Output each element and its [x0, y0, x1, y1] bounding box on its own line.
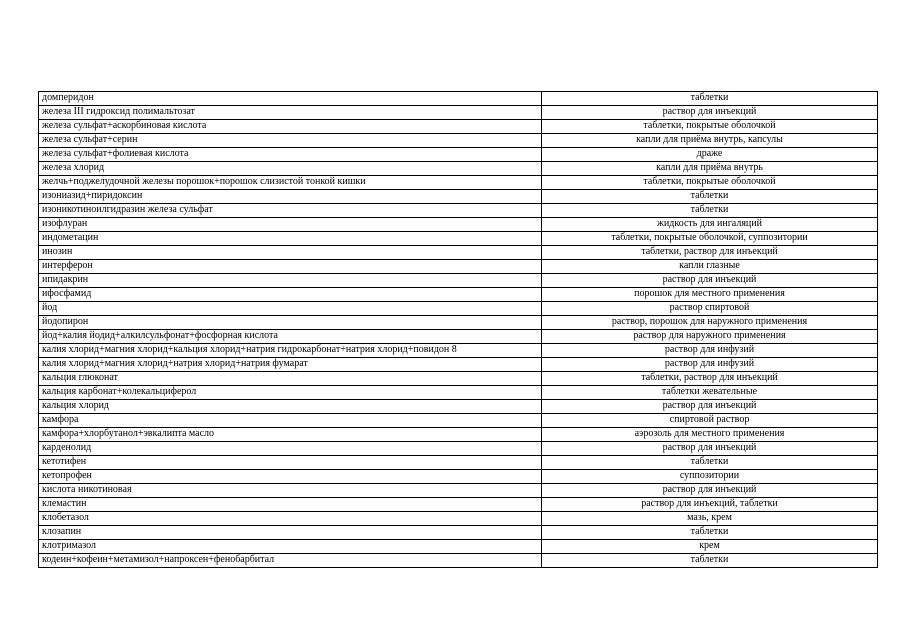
dosage-form-cell: раствор для инфузий [542, 358, 878, 372]
dosage-form-cell: жидкость для ингаляций [542, 218, 878, 232]
dosage-form-cell: раствор для инъекций, таблетки [542, 498, 878, 512]
table-row [39, 400, 878, 414]
drug-name-cell: желчь+поджелудочной железы порошок+порошок слизистой тонкой кишки [39, 176, 542, 190]
drug-name-cell: железа сульфат+фолиевая кислота [39, 148, 542, 162]
dosage-form-cell: таблетки [542, 92, 878, 106]
drug-name-cell: домперидон [39, 92, 542, 106]
drug-name-cell: клотримазол [39, 540, 542, 554]
dosage-form-cell: спиртовой раствор [542, 414, 878, 428]
drug-name-cell: изониазид+пиридоксин [39, 190, 542, 204]
drug-name-cell: калия хлорид+магния хлорид+кальция хлорид+натрия гидрокарбонат+натрия хлорид+повидон 8 [39, 344, 542, 358]
drug-name-cell: йодопирон [39, 316, 542, 330]
drug-name-cell: изофлуран [39, 218, 542, 232]
dosage-form-cell: раствор, порошок для наружного применения [542, 316, 878, 330]
dosage-form-cell: аэрозоль для местного применения [542, 428, 878, 442]
drug-name-cell: ифосфамид [39, 288, 542, 302]
drug-name-cell: камфора+хлорбутанол+эвкалипта масло [39, 428, 542, 442]
dosage-form-cell: порошок для местного применения [542, 288, 878, 302]
dosage-form-cell: таблетки, покрытые оболочкой, суппозитории [542, 232, 878, 246]
table-row [39, 498, 878, 512]
dosage-form-cell: таблетки [542, 204, 878, 218]
drug-name-cell: кальция хлорид [39, 400, 542, 414]
table-row [39, 344, 878, 358]
drug-name-cell: йод+калия йодид+алкилсульфонат+фосфорная кислота [39, 330, 542, 344]
table-row [39, 92, 878, 106]
table-row [39, 106, 878, 120]
dosage-form-cell: таблетки, раствор для инъекций [542, 246, 878, 260]
drug-name-cell: ипидакрин [39, 274, 542, 288]
table-row [39, 442, 878, 456]
drug-name-cell: карденолид [39, 442, 542, 456]
table-row [39, 134, 878, 148]
dosage-form-cell: раствор для инъекций [542, 400, 878, 414]
drug-name-cell: кальция глюконат [39, 372, 542, 386]
table-row [39, 316, 878, 330]
dosage-form-cell: крем [542, 540, 878, 554]
dosage-form-cell: раствор для инфузий [542, 344, 878, 358]
drug-name-cell: кетотифен [39, 456, 542, 470]
drug-name-cell: кодеин+кофеин+метамизол+напроксен+фенобарбитал [39, 554, 542, 568]
dosage-form-cell: мазь, крем [542, 512, 878, 526]
table-row [39, 274, 878, 288]
dosage-form-cell: раствор для наружного применения [542, 330, 878, 344]
dosage-form-cell: драже [542, 148, 878, 162]
drug-name-cell: клозапин [39, 526, 542, 540]
table-row [39, 330, 878, 344]
table-row [39, 372, 878, 386]
dosage-form-cell: таблетки, покрытые оболочкой [542, 120, 878, 134]
dosage-form-cell: таблетки [542, 190, 878, 204]
drug-name-cell: камфора [39, 414, 542, 428]
dosage-form-cell: капли для приёма внутрь, капсулы [542, 134, 878, 148]
table-row [39, 204, 878, 218]
table-row [39, 176, 878, 190]
table-row [39, 190, 878, 204]
table-row [39, 148, 878, 162]
table-row [39, 554, 878, 568]
dosage-form-cell: раствор для инъекций [542, 274, 878, 288]
table-row [39, 302, 878, 316]
table-row [39, 470, 878, 484]
drug-name-cell: инозин [39, 246, 542, 260]
table-row [39, 358, 878, 372]
table-body [39, 92, 878, 568]
drug-name-cell: изоникотиноилгидразин железа сульфат [39, 204, 542, 218]
dosage-form-cell: таблетки, раствор для инъекций [542, 372, 878, 386]
table-row [39, 456, 878, 470]
drug-name-cell: клобетазол [39, 512, 542, 526]
dosage-form-cell: раствор для инъекций [542, 106, 878, 120]
drug-name-cell: кетопрофен [39, 470, 542, 484]
drug-name-cell: железа сульфат+серин [39, 134, 542, 148]
table-row [39, 526, 878, 540]
table-row [39, 120, 878, 134]
dosage-form-cell: таблетки жевательные [542, 386, 878, 400]
dosage-form-cell: суппозитории [542, 470, 878, 484]
dosage-form-cell: раствор для инъекций [542, 442, 878, 456]
drug-name-cell: кислота никотиновая [39, 484, 542, 498]
table-row [39, 246, 878, 260]
dosage-form-cell: раствор для инъекций [542, 484, 878, 498]
table-row [39, 540, 878, 554]
table-row [39, 414, 878, 428]
dosage-form-cell: таблетки, покрытые оболочкой [542, 176, 878, 190]
drug-name-cell: йод [39, 302, 542, 316]
drug-name-cell: индометацин [39, 232, 542, 246]
table-row [39, 218, 878, 232]
table-row [39, 512, 878, 526]
table-row [39, 386, 878, 400]
table-row [39, 232, 878, 246]
drug-name-cell: калия хлорид+магния хлорид+натрия хлорид+натрия фумарат [39, 358, 542, 372]
table-row [39, 260, 878, 274]
dosage-form-cell: капли глазные [542, 260, 878, 274]
table-row [39, 428, 878, 442]
table-row [39, 162, 878, 176]
drug-table [38, 91, 878, 568]
dosage-form-cell: таблетки [542, 554, 878, 568]
drug-name-cell: кальция карбонат+колекальциферол [39, 386, 542, 400]
drug-name-cell: клемастин [39, 498, 542, 512]
dosage-form-cell: раствор спиртовой [542, 302, 878, 316]
drug-name-cell: интерферон [39, 260, 542, 274]
table-row [39, 288, 878, 302]
dosage-form-cell: таблетки [542, 526, 878, 540]
drug-name-cell: железа сульфат+аскорбиновая кислота [39, 120, 542, 134]
dosage-form-cell: таблетки [542, 456, 878, 470]
dosage-form-cell: капли для приёма внутрь [542, 162, 878, 176]
drug-name-cell: железа III гидроксид полимальтозат [39, 106, 542, 120]
drug-name-cell: железа хлорид [39, 162, 542, 176]
table-row [39, 484, 878, 498]
